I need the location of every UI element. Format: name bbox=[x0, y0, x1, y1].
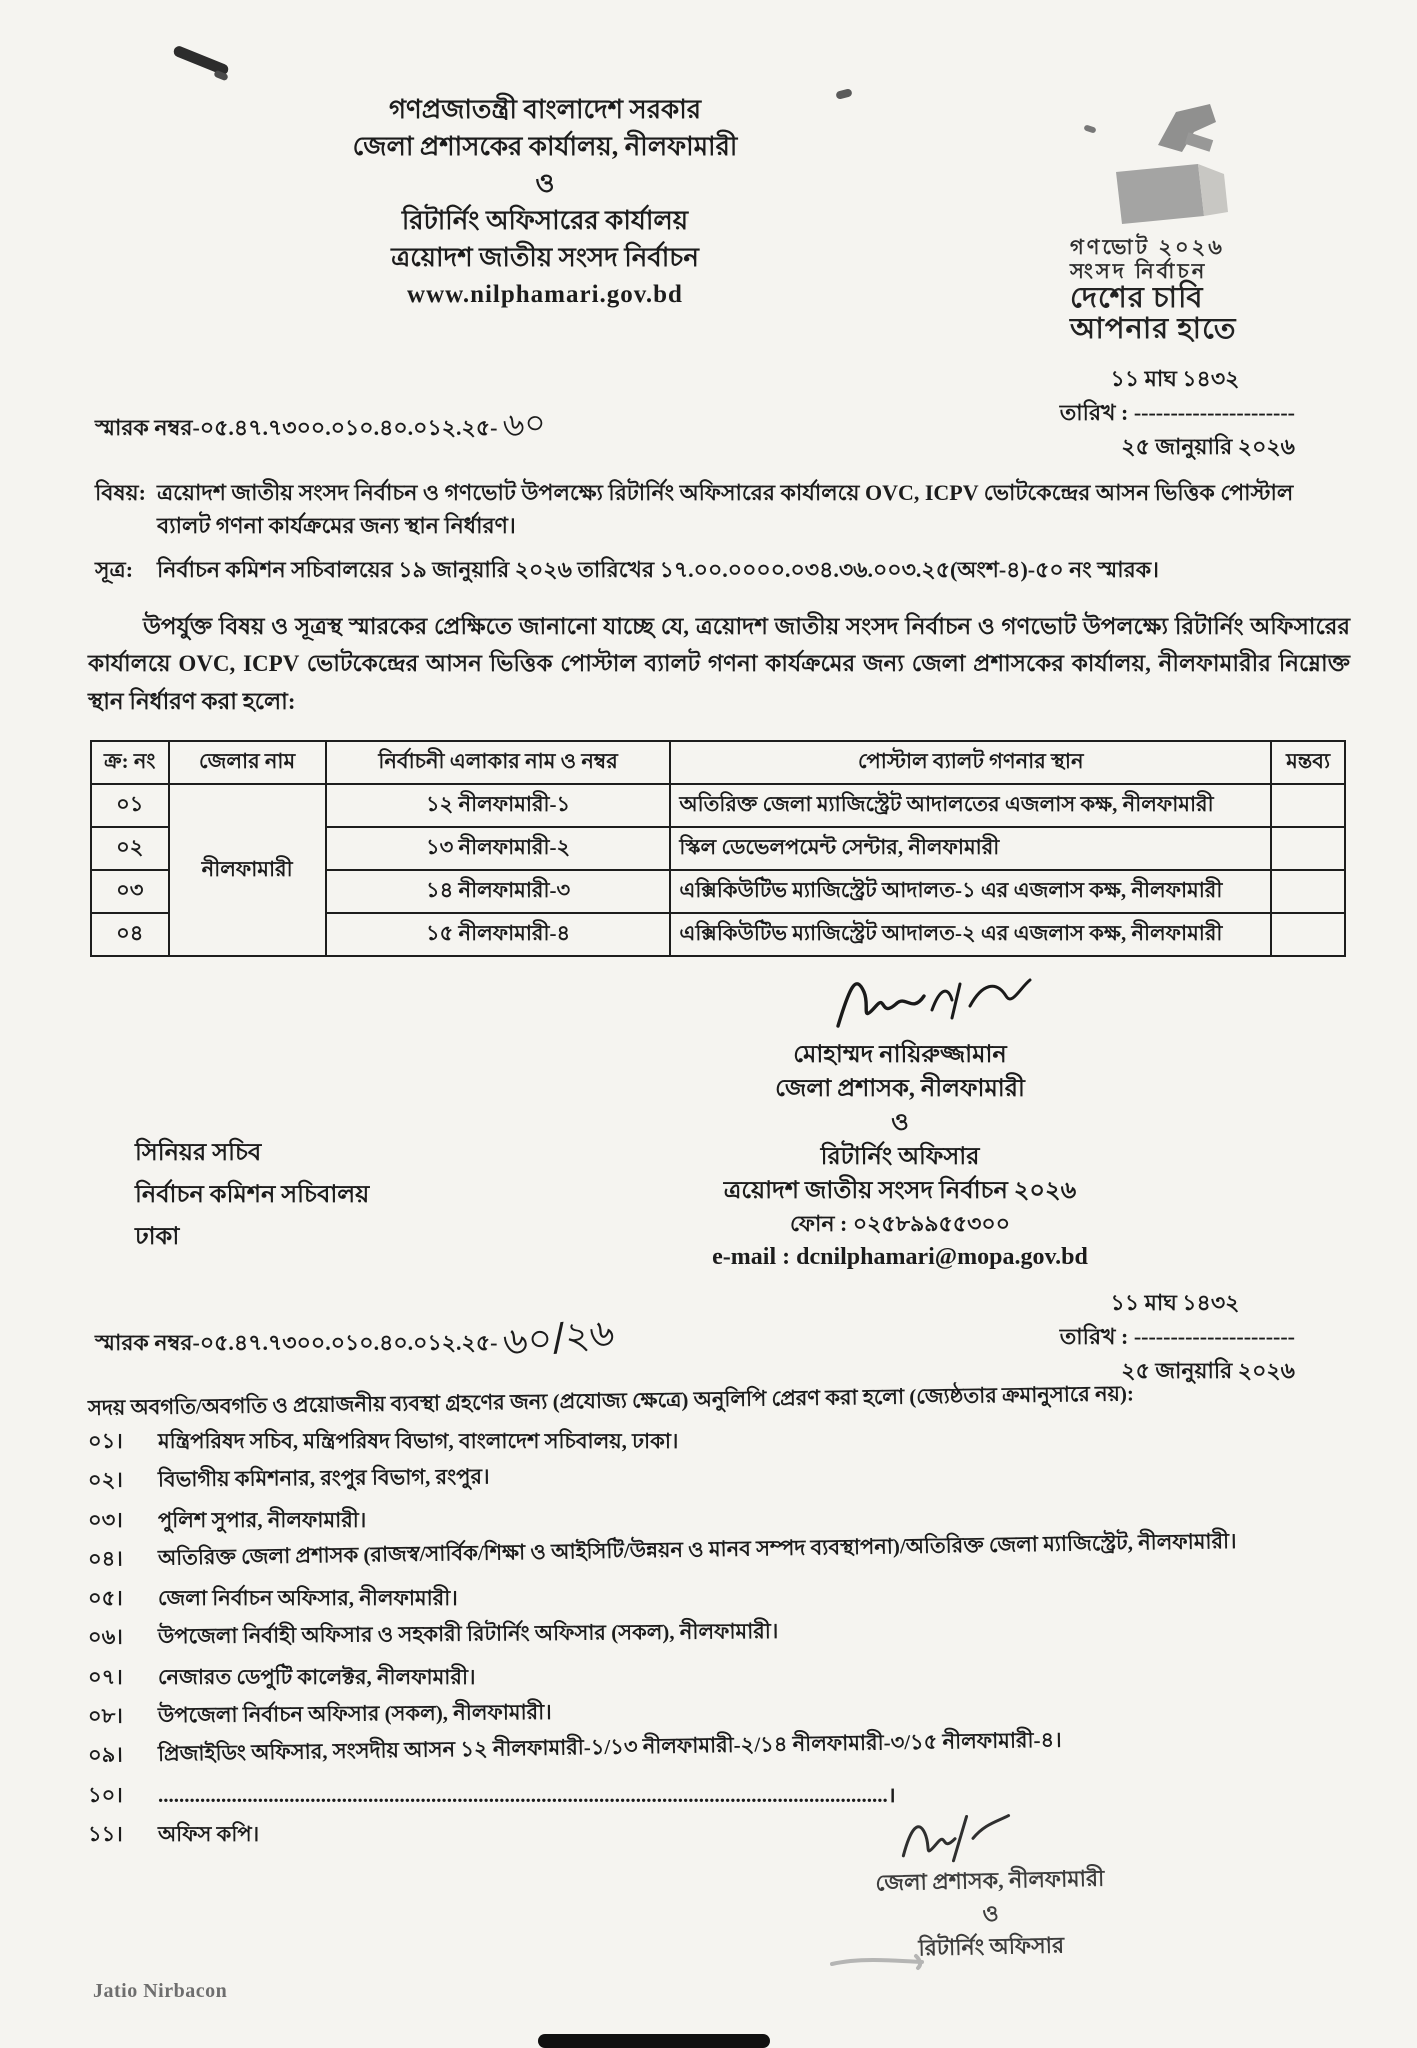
item-text: বিভাগীয় কমিশনার, রংপুর বিভাগ, রংপুর। bbox=[157, 1464, 490, 1492]
cell-district-merged: নীলফামারী bbox=[169, 784, 326, 956]
signatory-title-election: ত্রয়োদশ জাতীয় সংসদ নির্বাচন ২০২৬ bbox=[723, 1178, 1077, 1205]
conjunction-and: ও bbox=[982, 1900, 999, 1927]
col-header-district: জেলার নাম bbox=[169, 741, 326, 784]
footer-note: Jatio Nirbacon bbox=[93, 1980, 228, 2002]
table-row bbox=[91, 784, 1345, 827]
cell-serial: ০১ bbox=[91, 784, 169, 827]
item-text: অতিরিক্ত জেলা প্রশাসক (রাজস্ব/সার্বিক/শিক্ষা ও আইসিটি/উন্নয়ন ও মানব সম্পদ ব্যবস্থাপনা)/অতিরিক্ত জেলা ম্যাজিস্ট্রেট, নীলফামারী। bbox=[157, 1528, 1237, 1570]
cell-serial: ০৪ bbox=[91, 913, 169, 956]
item-number: ০৮। bbox=[87, 1703, 123, 1729]
item-text: প্রিজাইডিং অফিসার, সংসদীয় আসন ১২ নীলফামারী-১/১৩ নীলফামারী-২/১৪ নীলফামারী-৩/১৫ নীলফামারী-৪। bbox=[157, 1728, 1062, 1767]
cell-venue: এক্সিকিউটিভ ম্যাজিস্ট্রেট আদালত-২ এর এজলাস কক্ষ, নীলফামারী bbox=[670, 913, 1271, 956]
item-text: উপজেলা নির্বাহী অফিসার ও সহকারী রিটার্নিং অফিসার (সকল), নীলফামারী। bbox=[157, 1619, 779, 1649]
distribution-intro: সদয় অবগতি/অবগতি ও প্রয়োজনীয় ব্যবস্থা গ্রহণের জন্য (প্রযোজ্য ক্ষেত্রে) অনুলিপি প্রেরণ করা হলো (জ্যেষ্ঠতার ক্রমানুসারে নয়): bbox=[87, 1381, 1135, 1420]
memo-number-second bbox=[95, 1308, 615, 1372]
col-header-venue: পোস্টাল ব্যালট গণনার স্থান bbox=[670, 741, 1271, 784]
cell-remarks bbox=[1271, 784, 1345, 827]
memo-number-label: স্মারক নম্বর-০৫.৪৭.৭৩০০.০১০.৪০.০১২.২৫- bbox=[95, 415, 498, 440]
signature-scribble bbox=[888, 1807, 1019, 1866]
election-name: ত্রয়োদশ জাতীয় সংসদ নির্বাচন bbox=[391, 242, 699, 272]
item-text: পুলিশ সুপার, নীলফামারী। bbox=[158, 1507, 367, 1532]
reference-row bbox=[95, 553, 1350, 586]
bangla-date: ১১ মাঘ ১৪৩২ bbox=[1110, 366, 1240, 391]
cell-serial: ০৩ bbox=[91, 870, 169, 913]
item-number: ০৬। bbox=[87, 1625, 123, 1650]
cell-remarks bbox=[1271, 827, 1345, 870]
signatory-block-bottom bbox=[768, 1803, 1211, 1967]
government-name: গণপ্রজাতন্ত্রী বাংলাদেশ সরকার bbox=[388, 95, 702, 124]
memo-number-top bbox=[95, 398, 546, 454]
venue-table bbox=[90, 740, 1346, 957]
letterhead bbox=[285, 92, 805, 312]
distribution-item bbox=[88, 1613, 1388, 1652]
reference-text: নির্বাচন কমিশন সচিবালয়ের ১৯ জানুয়ারি ২০২৬ তারিখের ১৭.০০.০০০০.০৩৪.৩৬.০০৩.২৫(অংশ-৪)-৫০ নং স্মারক। bbox=[157, 557, 1159, 582]
cell-venue: অতিরিক্ত জেলা ম্যাজিস্ট্রেট আদালতের এজলাস কক্ষ, নীলফামারী bbox=[670, 784, 1271, 827]
ballot-box-icon bbox=[1098, 100, 1268, 230]
item-number: ০২। bbox=[87, 1467, 123, 1493]
addressee-office: নির্বাচন কমিশন সচিবালয় bbox=[135, 1182, 370, 1208]
item-text: ...........................................................................................................................................। bbox=[158, 1782, 896, 1807]
logo-slogan-1: দেশের চাবি bbox=[1070, 282, 1204, 315]
logo-text-referendum: গণভোট ২০২৬ bbox=[1070, 235, 1225, 259]
logo-slogan-2: আপনার হাতে bbox=[1070, 312, 1237, 345]
col-header-remarks: মন্তব্য bbox=[1271, 741, 1345, 784]
item-number: ০৪। bbox=[87, 1546, 123, 1571]
date-label: তারিখ : ---------------------- bbox=[1059, 400, 1295, 426]
signatory-title-ro: রিটার্নিং অফিসার bbox=[820, 1144, 980, 1171]
distribution-item bbox=[88, 1585, 1388, 1612]
cell-remarks bbox=[1271, 913, 1345, 956]
signatory-title-dc: জেলা প্রশাসক, নীলফামারী bbox=[775, 1076, 1025, 1103]
addressee-block bbox=[135, 1132, 369, 1258]
item-number: ০৭। bbox=[88, 1664, 123, 1689]
cell-serial: ০২ bbox=[91, 827, 169, 870]
signature-scribble bbox=[820, 966, 1040, 1038]
memo-number-handwritten: ৬০/২৬ bbox=[501, 1310, 617, 1364]
item-number: ০১। bbox=[88, 1429, 123, 1453]
cell-venue: এক্সিকিউটিভ ম্যাজিস্ট্রেট আদালত-১ এর এজলাস কক্ষ, নীলফামারী bbox=[670, 870, 1271, 913]
election-logo-stamp bbox=[1070, 100, 1340, 344]
item-number: ০৩। bbox=[88, 1507, 123, 1532]
distribution-item bbox=[88, 1664, 1388, 1691]
item-number: ০৫। bbox=[88, 1586, 123, 1611]
memo-number-label: স্মারক নম্বর-০৫.৪৭.৭৩০০.০১০.৪০.০১২.২৫- bbox=[95, 1330, 498, 1355]
scan-mark bbox=[835, 88, 853, 100]
date-block-top bbox=[995, 362, 1295, 464]
cell-remarks bbox=[1271, 870, 1345, 913]
cell-venue: স্কিল ডেভেলপমেন্ট সেন্টার, নীলফামারী bbox=[670, 827, 1271, 870]
item-number: ১১। bbox=[88, 1821, 123, 1846]
table-header-row bbox=[91, 741, 1345, 784]
col-header-constituency: নির্বাচনী এলাকার নাম ও নম্বর bbox=[326, 741, 671, 784]
conjunction-and: ও bbox=[535, 168, 555, 198]
office-name-dc: জেলা প্রশাসকের কার্যালয়, নীলফামারী bbox=[352, 131, 738, 161]
cell-constituency: ১৪ নীলফামারী-৩ bbox=[326, 870, 671, 913]
date-block-second bbox=[995, 1286, 1295, 1388]
conjunction-and: ও bbox=[891, 1110, 909, 1137]
scan-artifact-bar bbox=[538, 2034, 770, 2048]
item-text: মন্ত্রিপরিষদ সচিব, মন্ত্রিপরিষদ বিভাগ, বাংলাদেশ সচিবালয়, ঢাকা। bbox=[158, 1429, 679, 1453]
col-header-serial: ক্র: নং bbox=[91, 741, 169, 784]
distribution-item bbox=[88, 1428, 1388, 1455]
date-label: তারিখ : ---------------------- bbox=[1059, 1324, 1295, 1350]
gregorian-date: ২৫ জানুয়ারি ২০২৬ bbox=[1121, 434, 1295, 460]
cell-constituency: ১২ নীলফামারী-১ bbox=[326, 784, 671, 827]
body-paragraph: উপর্যুক্ত বিষয় ও সূত্রস্থ স্মারকের প্রেক্ষিতে জানানো যাচ্ছে যে, ত্রয়োদশ জাতীয় সংসদ নির্বাচন ও গণভোট উপলক্ষ্যে রিটার্নিং অফিসারের কার্যালয়ে OVC, ICPV ভোটকেন্দ্রের আসন ভিত্তিক পোস্টাল ব্যালট গণনা কার্যক্রমের জন্য জেলা প্রশাসকের কার্যালয়, নীলফামারীর নিম্নোক্ত স্থান নির্ধারণ করা হলো: bbox=[88, 614, 1350, 714]
distribution-item bbox=[88, 1722, 1388, 1770]
item-number: ০৯। bbox=[87, 1742, 123, 1768]
signatory-title-ro: রিটার্নিং অফিসার bbox=[918, 1932, 1065, 1961]
subject-label: বিষয়: bbox=[95, 480, 146, 505]
faint-pen-mark bbox=[828, 1952, 928, 1972]
memo-number-handwritten: ৬০ bbox=[501, 402, 548, 445]
item-text: অফিস কপি। bbox=[158, 1821, 260, 1846]
item-number: ১০। bbox=[88, 1782, 123, 1807]
signatory-block-top bbox=[620, 966, 1180, 1274]
signatory-phone: ফোন : ০২৫৮৯৯৫৫৩০০ bbox=[789, 1211, 1011, 1237]
distribution-item bbox=[88, 1456, 1388, 1495]
signatory-title-dc: জেলা প্রশাসক, নীলফামারী bbox=[875, 1865, 1105, 1896]
signatory-email: e-mail : dcnilphamari@mopa.gov.bd bbox=[712, 1243, 1088, 1270]
addressee-city: ঢাকা bbox=[135, 1224, 180, 1250]
signatory-name: মোহাম্মদ নায়িরুজ্জামান bbox=[793, 1042, 1007, 1068]
office-name-ro: রিটার্নিং অফিসারের কার্যালয় bbox=[401, 205, 689, 235]
item-text: নেজারত ডেপুটি কালেক্টর, নীলফামারী। bbox=[158, 1664, 476, 1689]
cell-constituency: ১৩ নীলফামারী-২ bbox=[326, 827, 671, 870]
item-text: জেলা নির্বাচন অফিসার, নীলফামারী। bbox=[158, 1586, 458, 1611]
reference-label: সূত্র: bbox=[95, 557, 134, 582]
logo-text-election: সংসদ নির্বাচন bbox=[1070, 259, 1208, 284]
item-text: উপজেলা নির্বাচন অফিসার (সকল), নীলফামারী। bbox=[157, 1700, 552, 1728]
distribution-list bbox=[88, 1428, 1388, 1860]
website-url: www.nilphamari.gov.bd bbox=[407, 280, 683, 308]
bangla-date: ১১ মাঘ ১৪৩২ bbox=[1110, 1290, 1240, 1315]
addressee-designation: সিনিয়র সচিব bbox=[135, 1140, 262, 1166]
cell-constituency: ১৫ নীলফামারী-৪ bbox=[326, 913, 671, 956]
subject-text: ত্রয়োদশ জাতীয় সংসদ নির্বাচন ও গণভোট উপলক্ষ্যে রিটার্নিং অফিসারের কার্যালয়ে OVC, ICPV ভোটকেন্দ্রের আসন ভিত্তিক পোস্টাল ব্যালট গণনা কার্যক্রমের জন্য স্থান নির্ধারণ। bbox=[157, 480, 1294, 538]
gregorian-date: ২৫ জানুয়ারি ২০২৬ bbox=[1121, 1358, 1295, 1384]
subject-row bbox=[95, 476, 1350, 542]
